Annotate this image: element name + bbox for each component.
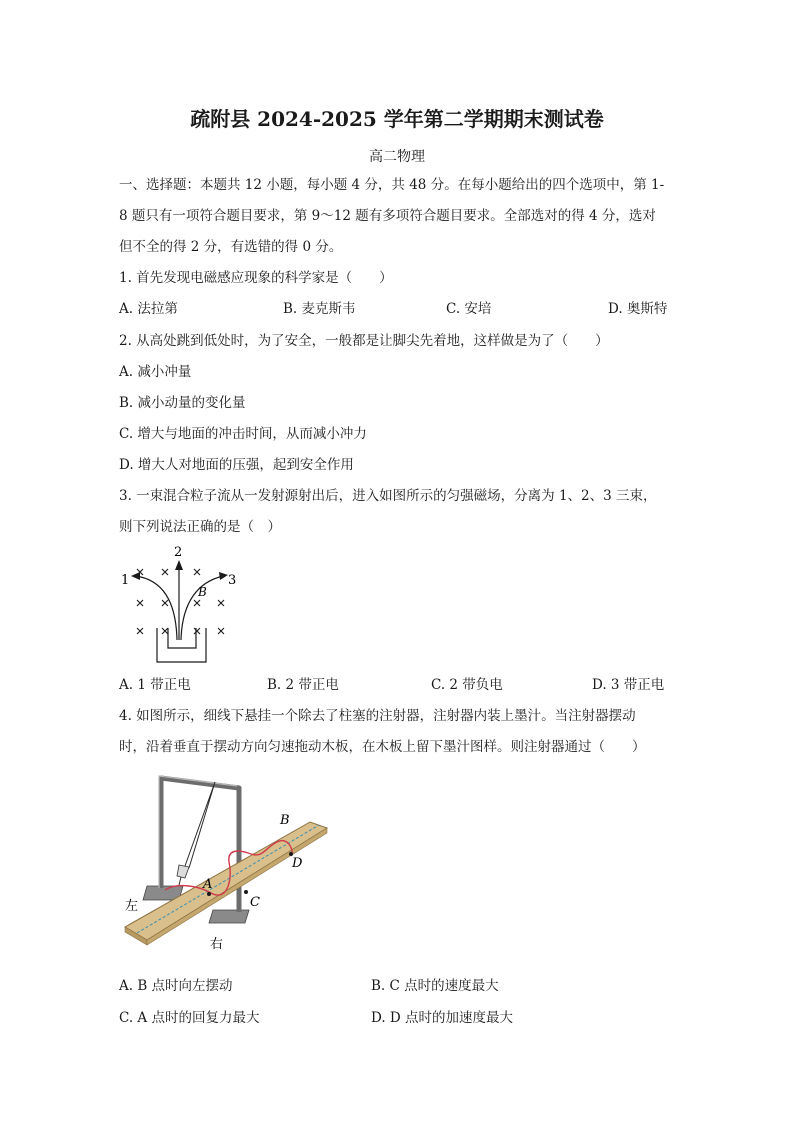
q2-option-d: D. 增大人对地面的压强，起到安全作用: [119, 457, 354, 473]
point-label-a: A: [203, 877, 213, 892]
q4-stem-line-1: 4. 如图所示，细线下悬挂一个除去了柱塞的注射器，注射器内装上墨汁。当注射器摆动: [119, 708, 636, 724]
suspension-line: [185, 782, 215, 868]
point-label-d: D: [292, 856, 303, 871]
pendulum-figure: [115, 770, 335, 955]
q2-option-b: B. 减小动量的变化量: [119, 395, 246, 411]
field-label: B: [198, 585, 207, 599]
point-label-b: B: [280, 813, 290, 828]
section-intro-line-1: 一、选择题：本题共 12 小题，每小题 4 分，共 48 分。在每小题给出的四个选项中，第 1-: [119, 177, 665, 193]
q3-option-c: C. 2 带负电: [431, 677, 503, 693]
magnetic-field-figure: [110, 540, 250, 670]
section-intro-line-2: 8 题只有一项符合题目要求，第 9～12 题有多项符合题目要求。全部选对的得 4 分，选对: [119, 208, 656, 224]
q3-stem-line-1: 3. 一束混合粒子流从一发射源射出后，进入如图所示的匀强磁场，分离为 1、2、3 三束，: [119, 488, 657, 504]
beam-label-2: 2: [174, 545, 183, 560]
field-cross-marks: [137, 569, 224, 634]
q4-stem-line-2: 时，沿着垂直于摆动方向匀速拖动木板，在木板上留下墨汁图样。则注射器通过（ ）: [119, 739, 646, 755]
q4-option-b: B. C 点时的速度最大: [371, 978, 499, 994]
exam-subtitle: 高二物理: [369, 149, 425, 165]
q1-stem: 1. 首先发现电磁感应现象的科学家是（ ）: [119, 270, 393, 286]
exam-title: 疏附县 2024-2025 学年第二学期期末测试卷: [190, 107, 604, 131]
stand-base-right: [209, 910, 249, 923]
q4-option-a: A. B 点时向左摆动: [119, 978, 233, 994]
q3-option-d: D. 3 带正电: [592, 677, 665, 693]
q1-option-d: D. 奥斯特: [608, 301, 668, 317]
point-c-dot: [244, 890, 248, 894]
beam-label-3: 3: [228, 573, 237, 588]
q2-option-c: C. 增大与地面的冲击时间，从而减小冲力: [119, 426, 367, 442]
q2-stem: 2. 从高处跳到低处时，为了安全，一般都是让脚尖先着地，这样做是为了（ ）: [119, 333, 609, 349]
syringe: [177, 865, 189, 878]
q4-option-c: C. A 点时的回复力最大: [119, 1010, 260, 1026]
section-intro-line-3: 但不全的得 2 分，有选错的得 0 分。: [119, 239, 343, 255]
q1-option-c: C. 安培: [446, 301, 492, 317]
q4-option-d: D. D 点时的加速度最大: [371, 1010, 514, 1026]
point-label-c: C: [250, 895, 260, 910]
q3-option-a: A. 1 带正电: [119, 677, 191, 693]
beam-label-1: 1: [121, 573, 130, 588]
q1-option-a: A. 法拉第: [119, 301, 178, 317]
direction-label-right: 右: [210, 937, 224, 952]
q3-stem-line-2: 则下列说法正确的是（ ）: [119, 519, 281, 535]
q3-option-b: B. 2 带正电: [267, 677, 339, 693]
q2-option-a: A. 减小冲量: [119, 364, 192, 380]
point-a-dot: [207, 892, 211, 896]
direction-label-left: 左: [125, 899, 139, 914]
q1-option-b: B. 麦克斯韦: [283, 301, 356, 317]
